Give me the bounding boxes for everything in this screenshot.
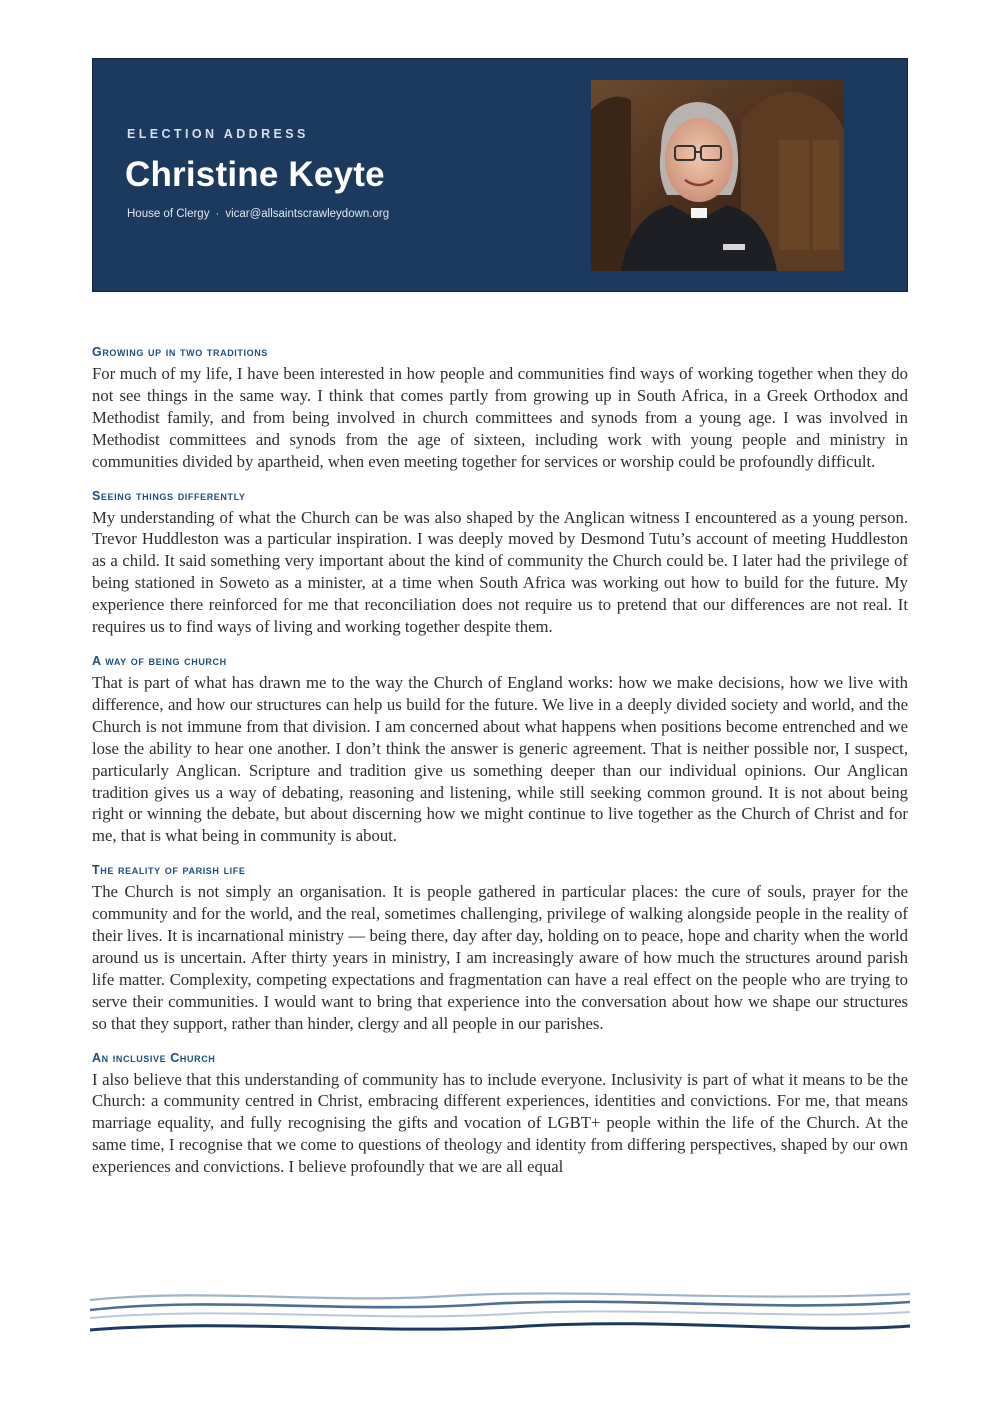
candidate-name: Christine Keyte	[125, 155, 385, 194]
section-body: For much of my life, I have been interested in how people and communities find ways of working together when they do not see things in the same way. I think that comes partly from growing up in South Africa, in a Greek Orthodox and Methodist family, and from being involved in church committees and synods from a young age. I was involved in Methodist committees and synods from the age of sixteen, including work with young people and ministry in communities divided by apartheid, when even meeting together for services or worship could be profoundly difficult.	[92, 364, 908, 471]
email-link[interactable]: vicar@allsaintscrawleydown.org	[225, 208, 390, 220]
section-heading: An inclusive Church	[92, 1050, 216, 1065]
section-body: I also believe that this understanding of community has to include everyone. Inclusivity is part of what it means to be the Church: a community centred in Christ, embracing different experiences, identities and convictions. For me, that means marriage equality, and fully recognising the gifts and vocation of LGBT+ people within the life of the Church. At the same time, I recognise that we come to questions of theology and identity from differing perspectives, shaped by our own experiences and convictions. I believe profoundly that we are all equal	[92, 1069, 908, 1177]
section-inclusive-church	[92, 1050, 908, 1179]
house-label: House of Clergy	[127, 208, 210, 220]
section-body: That is part of what has drawn me to the way the Church of England works: how we make decisions, how we live with difference, and how our structures can help us build for the future. We live in a deeply divided society and world, and the Church is not immune from that division. I am concerned about what happens when positions become entrenched and we lose the ability to hear one another. I don’t think the answer is generic agreement. That is neither possible nor, I suspect, particularly Anglican. Scripture and tradition give us something deeper than our individual opinions. Our Anglican tradition gives us a way of debating, reasoning and listening, while still seeking common ground. It is not about being right or winning the debate, but about discerning how we might continue to live together as the Church of Christ and for me, that is what being in community is about.	[92, 672, 908, 846]
section-parish-life	[92, 862, 908, 1034]
section-body: The Church is not simply an organisation. It is people gathered in particular places: the cure of souls, prayer for the community and for the world, and the real, sometimes challenging, privilege of walking alongside people in the reality of their lives. It is incarnational ministry — being there, day after day, holding on to peace, hope and charity when the world around us is uncertain. After thirty years in ministry, I am increasingly aware of how much the structures around parish life matter. Complexity, competing expectations and fragmentation can have a real effect on the people who are trying to serve their communities. I would want to bring that experience into the conversation about how we shape our structures so that they support, rather than hinder, clergy and all people in our parishes.	[92, 882, 908, 1033]
section-growing-up	[92, 344, 908, 473]
separator-dot: ·	[215, 208, 220, 220]
address-content	[92, 344, 908, 1193]
section-heading: A way of being church	[92, 653, 227, 668]
section-way-of-being-church	[92, 653, 908, 847]
header-banner	[92, 58, 908, 292]
section-heading: Growing up in two traditions	[92, 345, 268, 359]
candidate-details	[127, 208, 389, 220]
section-body: My understanding of what the Church can be was also shaped by the Anglican witness I encountered as a young person. Trevor Huddleston was a particular inspiration. I was deeply moved by Desmond Tutu’s account of meeting Huddleston as a child. It said something very important about the kind of community the Church could be. I later had the privilege of being stationed in Soweto as a minister, at a time when South Africa was working out how to build for the future. My experience there reinforced for me that reconciliation does not require us to pretend that our differences are not real. It requires us to find ways of living and working together despite them.	[92, 507, 908, 637]
wave-lines-decoration	[88, 1286, 912, 1346]
election-address-label: ELECTION ADDRESS	[127, 127, 309, 141]
section-seeing-differently	[92, 488, 908, 638]
section-heading: The reality of parish life	[92, 863, 246, 878]
section-heading: Seeing things differently	[92, 488, 246, 503]
portrait-photo	[591, 80, 844, 271]
